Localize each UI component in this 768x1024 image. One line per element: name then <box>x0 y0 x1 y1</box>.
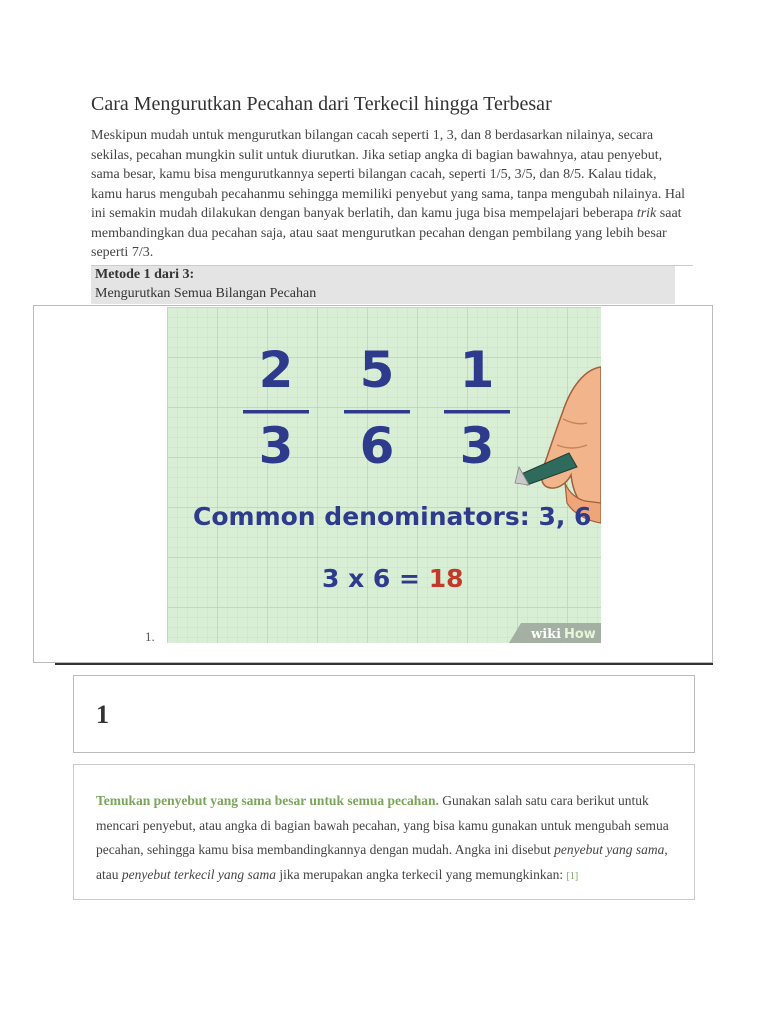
fraction-2-numerator: 5 <box>359 341 395 399</box>
image-frame-rule <box>55 663 713 665</box>
intro-text-2: saat membandingkan dua pecahan saja, atau saat mengurutkan pecahan dengan pembilang yang lebih besar seperti 7/3. <box>91 206 682 260</box>
reference-link[interactable]: [1] <box>566 870 579 882</box>
fraction-2-denominator: 6 <box>359 417 395 475</box>
method-header <box>91 265 693 304</box>
fraction-3-denominator: 3 <box>459 417 495 475</box>
step-text-1: Gunakan salah satu cara berikut untuk mencari penyebut, atau angka di bagian bawah pecahan, yang bisa kamu gunakan untuk mengubah semua pecahan, sehingga kamu bisa membandingkannya dengan mudah. Angka ini disebut <box>96 793 669 857</box>
step-emphasis-1: penyebut yang sama <box>554 842 665 857</box>
intro-text-1: Meskipun mudah untuk mengurutkan bilangan cacah seperti 1, 3, dan 8 berdasarkan nilainya, secara sekilas, pecahan mungkin sulit untuk diurutkan. Jika setiap angka di bagian bawahnya, atau penyebut, sama besar, kamu bisa mengurutkannya seperti bilangan cacah, seperti 1/5, 3/5, dan 8/5. Kalau tidak, kamu harus mengubah pecahanmu sehingga memiliki penyebut yang sama, tanpa mengubah nilainya. Hal ini semakin mudah dilakukan dengan banyak berlatih, dan kamu juga bisa mempelajari beberapa <box>91 128 686 221</box>
intro-paragraph <box>91 126 691 263</box>
watermark-wiki: wiki <box>531 627 562 642</box>
step-description-box <box>73 764 695 900</box>
step-emphasis-2: penyebut terkecil yang sama <box>121 866 276 882</box>
fraction-3-bar <box>444 410 510 414</box>
method-title: Metode 1 dari 3: <box>95 267 195 282</box>
step-text-3: jika merupakan angka terkecil yang memungkinkan: <box>275 866 567 882</box>
wikihow-watermark <box>509 623 601 643</box>
fraction-2-bar <box>344 410 410 414</box>
equation-left: 3 x 6 = <box>322 564 429 593</box>
fraction-1-numerator: 2 <box>258 341 294 399</box>
common-denominators-text: Common denominators: 3, 6 <box>193 502 592 531</box>
step-text-2: , atau <box>96 842 668 882</box>
watermark-how: How <box>564 627 596 642</box>
intro-emphasis: trik <box>636 206 657 221</box>
step-number: 1 <box>96 700 109 729</box>
equation <box>322 564 463 593</box>
image-list-number: 1. <box>145 629 155 644</box>
fraction-illustration <box>167 307 601 643</box>
method-subtitle: Mengurutkan Semua Bilangan Pecahan <box>95 286 317 301</box>
fraction-1-bar <box>243 410 309 414</box>
step-lead: Temukan penyebut yang sama besar untuk semua pecahan. <box>96 793 439 808</box>
step-number-box <box>73 675 695 753</box>
equation-result: 18 <box>428 564 464 593</box>
article-title: Cara Mengurutkan Pecahan dari Terkecil hingga Terbesar <box>91 93 552 115</box>
step-description <box>96 789 676 889</box>
fraction-1-denominator: 3 <box>258 417 294 475</box>
fraction-3-numerator: 1 <box>459 341 495 399</box>
